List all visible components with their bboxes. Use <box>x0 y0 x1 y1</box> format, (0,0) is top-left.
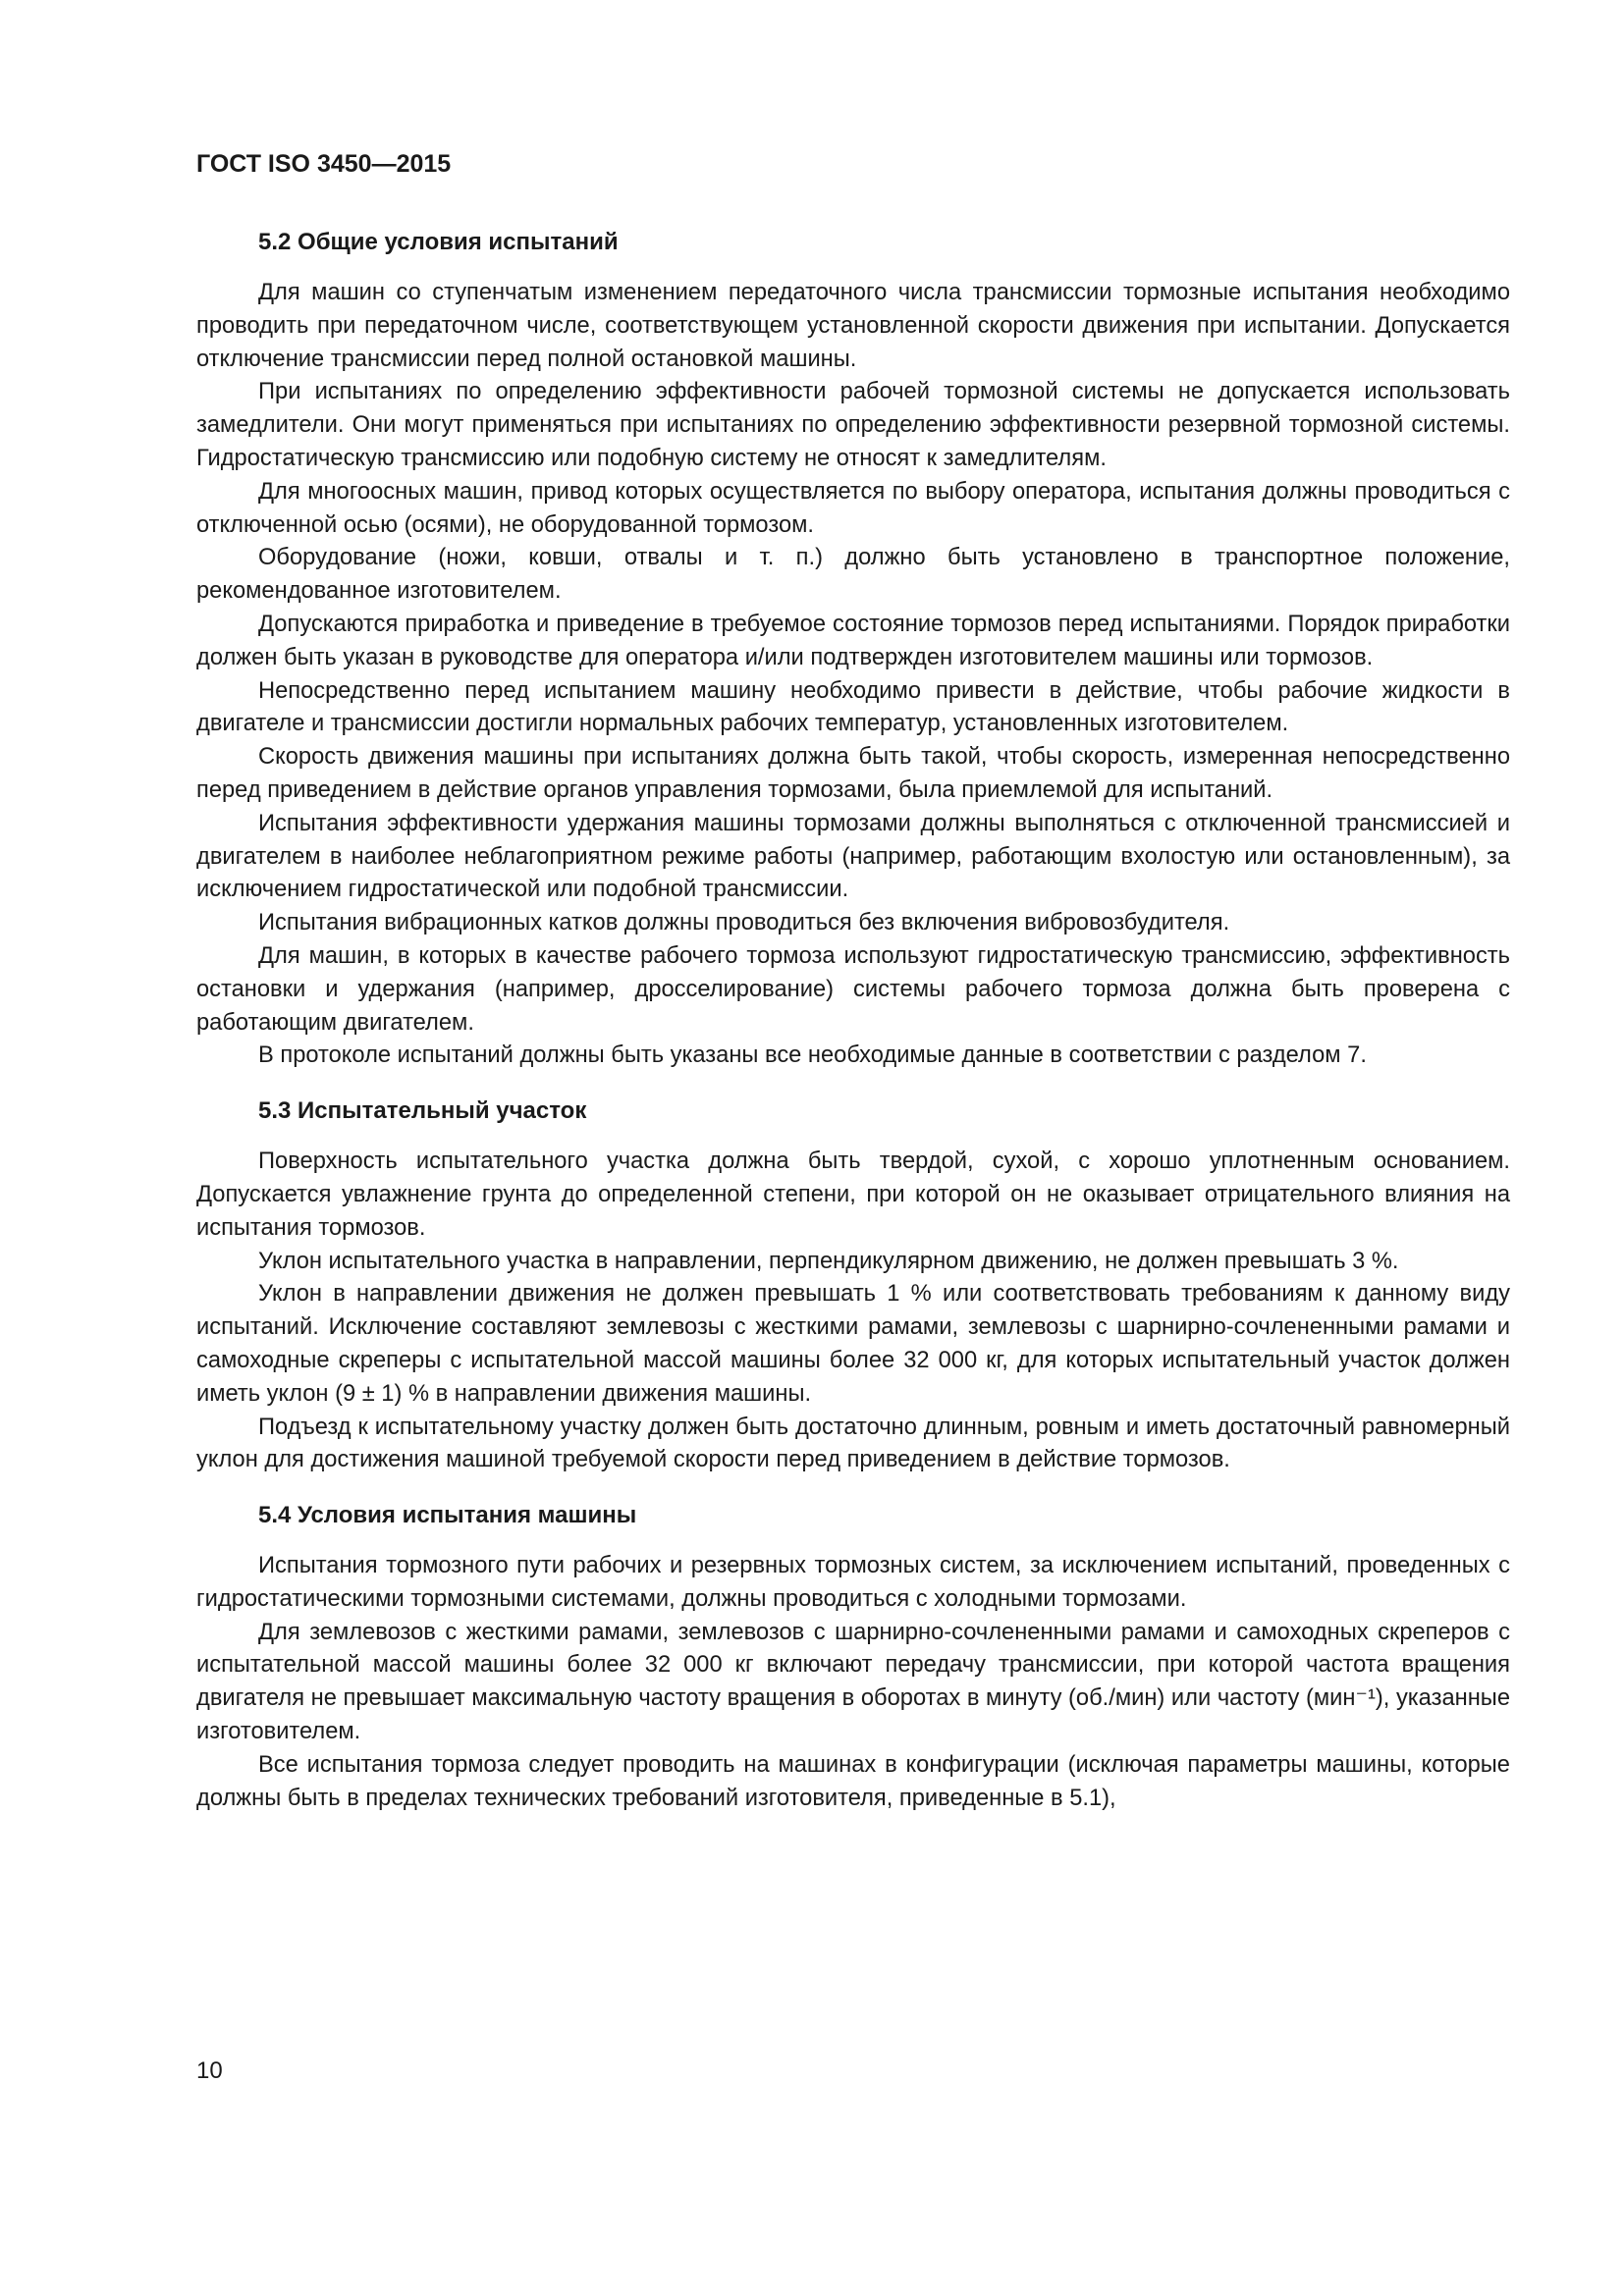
section-title: 5.4 Условия испытания машины <box>258 1502 637 1529</box>
paragraph: Поверхность испытательного участка должна быть твердой, сухой, с хорошо уплотненным основанием. Допускается увлажнение грунта до определенной степени, при которой он не оказывает отрицательного влияния на испытания тормозов. <box>196 1148 1510 1241</box>
document-page <box>196 147 1510 1837</box>
paragraph: Скорость движения машины при испытаниях должна быть такой, чтобы скорость, измеренная непосредственно перед приведением в действие органов управления тормозами, была приемлемой для испытаний. <box>196 744 1510 803</box>
paragraph: Для землевозов с жесткими рамами, землевозов с шарнирно-сочлененными рамами и самоходных скреперов с испытательной массой машины более 32 000 кг включают передачу трансмиссии, при которой частота вращения двигателя не превышает максимальную частоту вращения в оборотах в минуту (об./мин) или частоту (мин⁻¹), указанные изготовителем. <box>196 1619 1510 1745</box>
paragraph: Подъезд к испытательному участку должен быть достаточно длинным, ровным и иметь достаточный равномерный уклон для достижения машиной требуемой скорости перед приведением в действие тормозов. <box>196 1414 1510 1473</box>
section-5-3 <box>196 1095 1510 1477</box>
page-number: 10 <box>196 2057 223 2084</box>
paragraph: Испытания эффективности удержания машины тормозами должны выполняться с отключенной трансмиссией и двигателем в наиболее неблагоприятном режиме работы (например, работающим вхолостую или остановленным), за исключением гидростатической или подобной трансмиссии. <box>196 810 1510 903</box>
section-5-4 <box>196 1499 1510 1815</box>
section-title: 5.3 Испытательный участок <box>258 1097 587 1125</box>
section-title: 5.2 Общие условия испытаний <box>258 229 619 255</box>
paragraph: Для машин, в которых в качестве рабочего тормоза используют гидростатическую трансмиссию, эффективность остановки и удержания (например, дросселирование) системы рабочего тормоза должна быть проверена с работающим двигателем. <box>196 942 1510 1036</box>
paragraph: Допускаются приработка и приведение в требуемое состояние тормозов перед испытаниями. Порядок приработки должен быть указан в руководстве для оператора и/или подтвержден изготовителем машины или тормозов. <box>196 611 1510 670</box>
paragraph: Непосредственно перед испытанием машину необходимо привести в действие, чтобы рабочие жидкости в двигателе и трансмиссии достигли нормальных рабочих температур, установленных изготовителем. <box>196 677 1510 737</box>
paragraph: Испытания вибрационных катков должны проводиться без включения вибровозбудителя. <box>258 910 1230 936</box>
paragraph: Оборудование (ножи, ковши, отвалы и т. п.) должно быть установлено в транспортное положение, рекомендованное изготовителем. <box>196 545 1510 605</box>
paragraph: Для машин со ступенчатым изменением передаточного числа трансмиссии тормозные испытания необходимо проводить при передаточном числе, соответствующем установленной скорости движения при испытании. Допускается отключение трансмиссии перед полной остановкой машины. <box>196 280 1510 372</box>
paragraph: При испытаниях по определению эффективности рабочей тормозной системы не допускается использовать замедлители. Они могут применяться при испытаниях по определению эффективности резервной тормозной системы. Гидростатическую трансмиссию или подобную систему не относят к замедлителям. <box>196 379 1510 471</box>
document-header: ГОСТ ISO 3450—2015 <box>196 150 452 178</box>
paragraph: Все испытания тормоза следует проводить на машинах в конфигурации (исключая параметры машины, которые должны быть в пределах технических требований изготовителя, приведенные в 5.1), <box>196 1751 1510 1811</box>
paragraph: Для многоосных машин, привод которых осуществляется по выбору оператора, испытания должны проводиться с отключенной осью (осями), не оборудованной тормозом. <box>196 478 1510 538</box>
paragraph: В протоколе испытаний должны быть указаны все необходимые данные в соответствии с разделом 7. <box>258 1042 1367 1069</box>
paragraph: Уклон испытательного участка в направлении, перпендикулярном движению, не должен превышать 3 %. <box>258 1248 1399 1274</box>
section-5-2 <box>196 226 1510 1073</box>
paragraph: Испытания тормозного пути рабочих и резервных тормозных систем, за исключением испытаний, проведенных с гидростатическими тормозными системами, должны проводиться с холодными тормозами. <box>196 1553 1510 1612</box>
paragraph: Уклон в направлении движения не должен превышать 1 % или соответствовать требованиям к данному виду испытаний. Исключение составляют землевозы с жесткими рамами, землевозы с шарнирно-сочлененными рамами и самоходные скреперы с испытательной массой машины более 32 000 кг, для которых испытательный участок должен иметь уклон (9 ± 1) % в направлении движения машины. <box>196 1281 1510 1407</box>
